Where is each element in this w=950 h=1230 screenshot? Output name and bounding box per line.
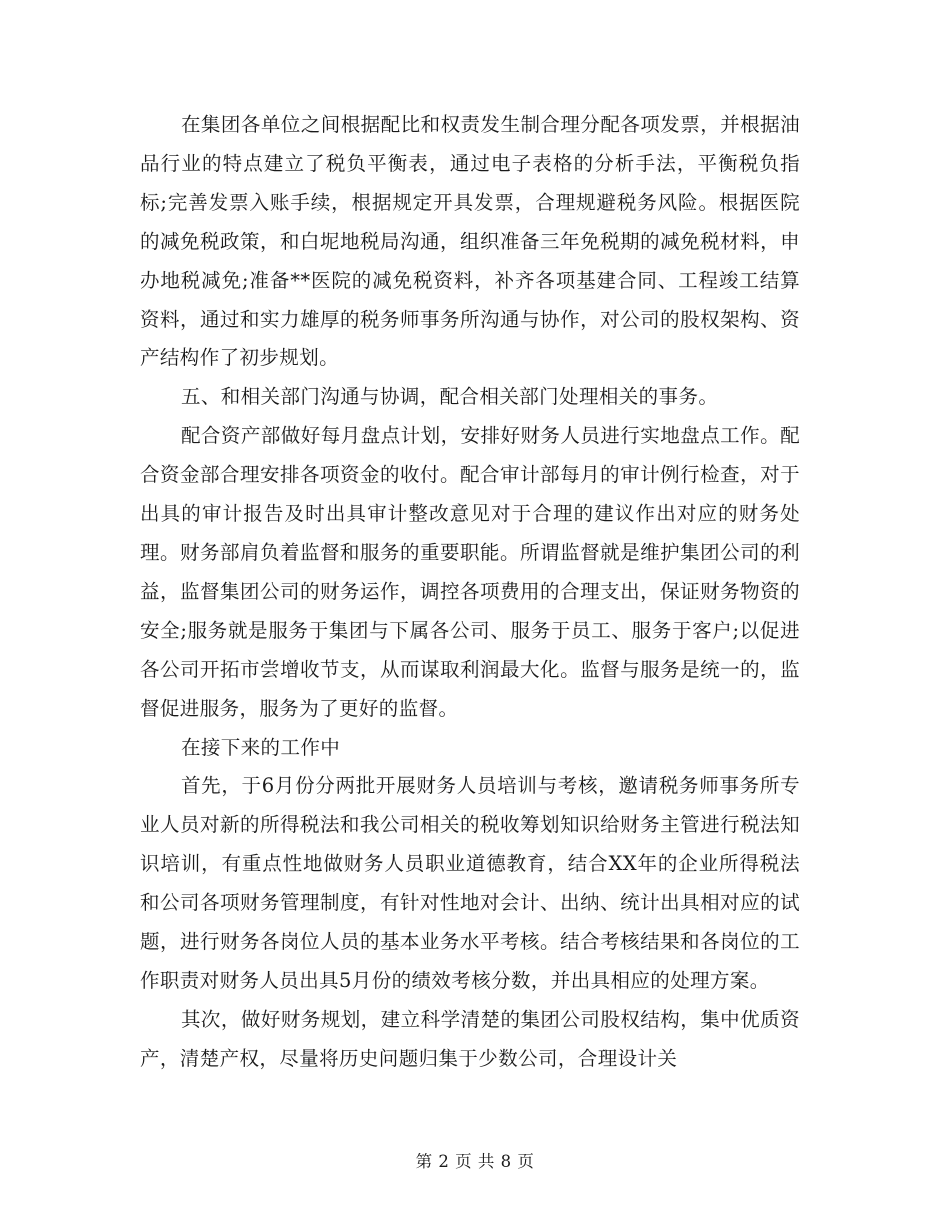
page-number-footer: 第 2 页 共 8 页: [415, 1152, 535, 1171]
paragraph-next-work-heading: 在接下来的工作中: [180, 735, 341, 759]
document-body: [140, 106, 800, 1079]
paragraph-section-five-heading: 五、和相关部门沟通与协调，配合相关部门处理相关的事务。: [180, 385, 719, 409]
paragraph-invoice-tax: 在集团各单位之间根据配比和权责发生制合理分配各项发票，并根据油品行业的特点建立了税负平衡表，通过电子表格的分析手法，平衡税负指标;完善发票入账手续，根据规定开具发票，合理规避税务风险。根据医院的减免税政策，和白坭地税局沟通，组织准备三年免税期的减免税材料，申办地税减免;准备**医院的减免税资料，补齐各项基建合同、工程竣工结算资料，通过和实力雄厚的税务师事务所沟通与协作，对公司的股权架构、资产结构作了初步规划。: [140, 113, 800, 370]
paragraph-department-coordination: 配合资产部做好每月盘点计划，安排好财务人员进行实地盘点工作。配合资金部合理安排各项资金的收付。配合审计部每月的审计例行检查，对于出具的审计报告及时出具审计整改意见对于合理的建议作出对应的财务处理。财务部肩负着监督和服务的重要职能。所谓监督就是维护集团公司的利益，监督集团公司的财务运作，调控各项费用的合理支出，保证财务物资的安全;服务就是服务于集团与下属各公司、服务于员工、服务于客户;以促进各公司开拓市尝增收节支，从而谋取利润最大化。监督与服务是统一的，监督促进服务，服务为了更好的监督。: [140, 424, 800, 720]
paragraph-financial-planning: 其次，做好财务规划，建立科学清楚的集团公司股权结构，集中优质资产，清楚产权，尽量将历史问题归集于少数公司，合理设计关: [140, 1007, 800, 1070]
paragraph-training-assessment: 首先，于6月份分两批开展财务人员培训与考核，邀请税务师事务所专业人员对新的所得税法和我公司相关的税收筹划知识给财务主管进行税法知识培训，有重点性地做财务人员职业道德教育，结合XX年的企业所得税法和公司各项财务管理制度，有针对性地对会计、出纳、统计出具相对应的试题，进行财务各岗位人员的基本业务水平考核。结合考核结果和各岗位的工作职责对财务人员出具5月份的绩效考核分数，并出具相应的处理方案。: [140, 774, 800, 992]
